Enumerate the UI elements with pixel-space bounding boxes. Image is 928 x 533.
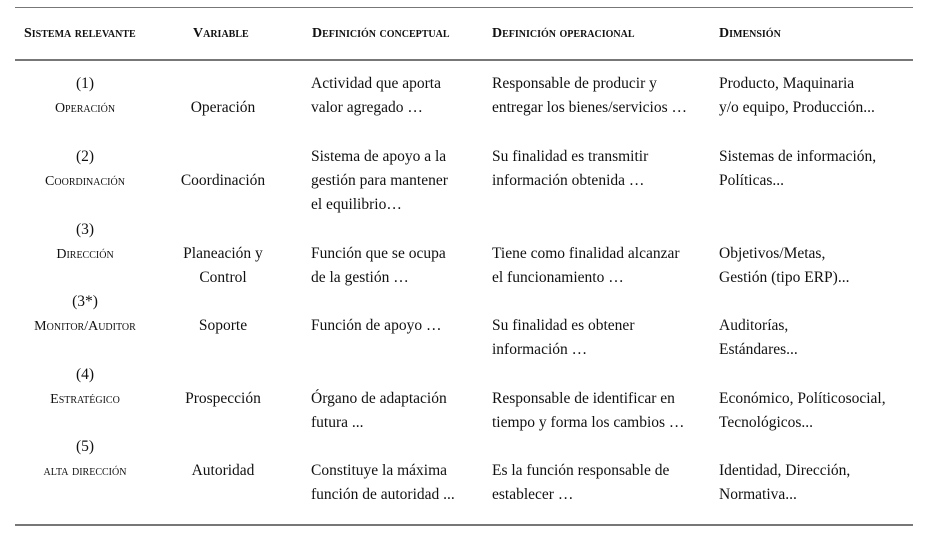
variable-cell: Planeación y Control — [183, 245, 263, 286]
sistema-number: (2) — [75, 148, 95, 165]
dimension-cell: Auditorías, Estándares... — [719, 317, 798, 358]
operacional-cell: Es la función responsable de establecer … — [492, 462, 670, 503]
table-row — [0, 145, 928, 218]
sistema-number: (3) — [75, 221, 95, 238]
sistema-number: (3*) — [72, 293, 98, 310]
sistema-number: (1) — [75, 75, 95, 92]
operacional-cell: Su finalidad es obtener información … — [492, 317, 635, 358]
header-conceptual: Definición conceptual — [312, 26, 450, 41]
variable-cell: Prospección — [185, 390, 261, 407]
variable-cell: Coordinación — [180, 172, 266, 189]
sistema-number: (5) — [75, 438, 95, 455]
conceptual-cell: Función que se ocupa de la gestión … — [311, 245, 446, 286]
sistema-cell — [0, 145, 170, 194]
sistema-cell — [0, 72, 170, 121]
sistema-name: Coordinación — [45, 174, 125, 189]
variable-cell: Soporte — [198, 317, 248, 334]
dimension-cell: Producto, Maquinaria y/o equipo, Producción... — [719, 75, 875, 116]
table-row — [0, 363, 928, 436]
conceptual-cell: Constituye la máxima función de autoridad ... — [311, 462, 455, 503]
conceptual-cell: Órgano de adaptación futura ... — [311, 390, 447, 431]
table-row — [0, 218, 928, 291]
dimension-cell: Identidad, Dirección, Normativa... — [719, 462, 851, 503]
header-rule — [15, 59, 913, 61]
conceptual-cell: Actividad que aporta valor agregado … — [311, 75, 441, 116]
dimension-cell: Objetivos/Metas, Gestión (tipo ERP)... — [719, 245, 850, 286]
dimension-cell: Económico, Políticosocial, Tecnológicos... — [719, 390, 886, 431]
sistema-name: Estratégico — [50, 392, 120, 407]
sistema-cell — [0, 290, 170, 339]
conceptual-cell: Sistema de apoyo a la gestión para mantener el equilibrio… — [311, 148, 448, 213]
operacional-cell: Su finalidad es transmitir información obtenida … — [492, 148, 649, 189]
sistema-cell — [0, 435, 170, 484]
sistema-name: Operación — [54, 101, 116, 116]
header-operacional: Definición operacional — [492, 26, 635, 41]
top-rule — [15, 7, 913, 8]
conceptual-cell: Función de apoyo … — [311, 317, 442, 334]
operacional-cell: Responsable de producir y entregar los bienes/servicios … — [492, 75, 687, 116]
table-row — [0, 290, 928, 363]
table-row — [0, 435, 928, 508]
header-variable: Variable — [193, 26, 249, 41]
operacional-cell: Responsable de identificar en tiempo y forma los cambios … — [492, 390, 685, 431]
header-dimension: Dimensión — [719, 26, 781, 41]
variable-cell: Operación — [190, 99, 256, 116]
operacional-cell: Tiene como finalidad alcanzar el funcionamiento … — [492, 245, 680, 286]
sistema-name: Dirección — [56, 247, 114, 262]
dimension-cell: Sistemas de información, Políticas... — [719, 148, 877, 189]
header-sistema: Sistema relevante — [24, 26, 136, 41]
variable-cell: Autoridad — [191, 462, 255, 479]
sistema-name: Monitor/Auditor — [34, 319, 136, 334]
sistema-cell — [0, 363, 170, 412]
bottom-rule — [15, 524, 913, 526]
table-row — [0, 72, 928, 145]
sistema-cell — [0, 218, 170, 267]
sistema-name: alta dirección — [43, 464, 127, 479]
sistema-number: (4) — [75, 366, 95, 383]
